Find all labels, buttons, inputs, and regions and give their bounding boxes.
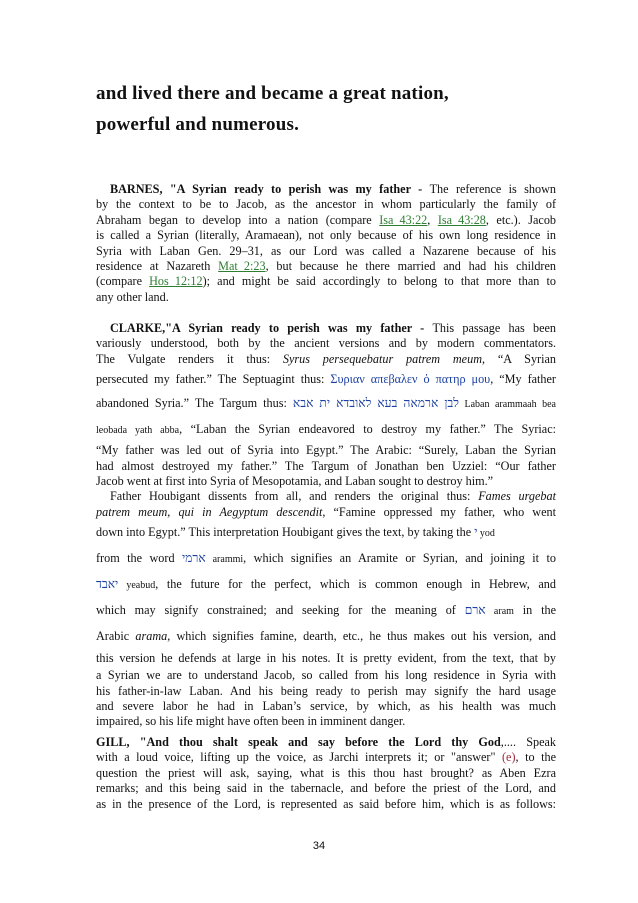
text-line: his father-in-law Laban. And his being ready to perish may signify the hard usage	[96, 683, 556, 698]
text-line: Jacob went at first into Syria of Mesopotamia, and Laban sought to destroy him.”	[96, 474, 494, 489]
heading-line: and lived there and became a great nation,	[96, 83, 449, 104]
text-line: BARNES, "A Syrian ready to perish was my father - The reference is shown	[110, 182, 557, 196]
text-line: variously understood, both by the ancient versions and by modern commentators.	[96, 336, 556, 351]
clarke-commentary	[96, 321, 556, 730]
text-line: remarks; and this being said in the tabernacle, and before the priest of the Lord, and	[96, 781, 556, 796]
text-line: and severe labor he had in Laban’s service, by which, as his health was much	[96, 699, 556, 714]
text-line: question the priest will ask, saying, what is this thou hast brought? as Aben Ezra	[96, 765, 556, 780]
text-line: impaired, so his life might have often been in imminent danger.	[96, 714, 406, 729]
text-line: leobada yath abba, “Laban the Syrian endeavored to destroy my father.” The Syriac:	[96, 422, 557, 437]
scripture-link[interactable]: Isa_43:28	[437, 212, 486, 227]
hebrew-text: לבן ארמאה בעא לאובדא ית אבא	[292, 396, 460, 411]
text-line: Father Houbigant dissents from all, and renders the original thus: Fames urgebat	[110, 489, 557, 504]
text-line: down into Egypt.” This interpretation Houbigant gives the text, by taking the י yod	[96, 525, 495, 540]
text-line: any other land.	[96, 289, 169, 304]
text-line: Syria with Laban Gen. 29–31, as our Lord was called a Nazarene because of his	[96, 243, 556, 258]
text-line: as in the presence of the Lord, is represented as said before him, which is as follows:	[96, 796, 556, 811]
hebrew-text: ארם	[464, 603, 486, 618]
text-line: “My father was led out of Syria into Egypt.” The Arabic: “Surely, Laban the Syrian	[96, 443, 556, 458]
hebrew-text: י	[474, 525, 478, 540]
heading-line: powerful and numerous.	[96, 114, 300, 135]
hebrew-text: ארמי	[181, 551, 206, 566]
greek-text: Συριαν απεβαλεν ὁ πατηρ μου	[330, 372, 491, 387]
barnes-lead: BARNES, "A Syrian ready to perish was my father -	[110, 182, 430, 196]
text-line: (compare Hos_12:12); and might be said accordingly to belong to that more than to	[96, 274, 556, 289]
text-line: persecuted my father.” The Septuagint thus: Συριαν απεβαλεν ὁ πατηρ μου, “My father	[96, 372, 556, 387]
text-line: had almost destroyed my father.” The Targum of Jonathan ben Uzziel: “Our father	[96, 458, 556, 473]
text-line: a Syrian we are to understand Jacob, so called from his long residence in Syria with	[96, 668, 556, 683]
scripture-link[interactable]: Isa_43:22	[379, 212, 428, 227]
scripture-link[interactable]: Hos_12:12	[149, 274, 203, 289]
text-line: יאבד yeabud, the future for the perfect, which is common enough in Hebrew, and	[96, 577, 556, 592]
text-line: with a loud voice, lifting up the voice, as Jarchi interprets it; or "answer" (e), to the	[96, 750, 556, 765]
text-line: Arabic arama, which signifies famine, dearth, etc., he thus makes out his version, and	[96, 629, 556, 644]
text-line: abandoned Syria.” The Targum thus: לבן ארמאה בעא לאובדא ית אבא Laban arammaah bea	[96, 396, 556, 411]
text-line: from the word ארמי arammi, which signifies an Aramite or Syrian, and joining it to	[96, 551, 556, 566]
gill-lead: GILL, "And thou shalt speak and say before the Lord thy God	[96, 735, 501, 749]
text-line: by the context to be to Jacob, as the ancestor in whom particularly the family of	[96, 197, 556, 212]
clarke-lead: CLARKE,"A Syrian ready to perish was my father -	[110, 321, 433, 335]
scripture-link[interactable]: Mat_2:23	[218, 259, 266, 274]
text-line: CLARKE,"A Syrian ready to perish was my father - This passage has been	[110, 321, 557, 335]
barnes-commentary	[96, 182, 556, 305]
hebrew-text: יאבד	[96, 577, 119, 592]
text-line: residence at Nazareth Mat_2:23, but because he there married and had his children	[96, 259, 556, 274]
footnote-marker[interactable]: (e)	[501, 750, 516, 765]
text-line: which may signify constrained; and seeking for the meaning of ארם aram in the	[96, 603, 556, 618]
text-line: patrem meum, qui in Aegyptum descendit, “Famine oppressed my father, who went	[96, 504, 556, 519]
page-number: 34	[312, 840, 326, 852]
text-line: Abraham began to develop into a nation (compare Isa_43:22, Isa_43:28, etc.). Jacob	[96, 212, 557, 227]
text-line: The Vulgate renders it thus: Syrus persequebatur patrem meum, “A Syrian	[96, 351, 557, 366]
gill-commentary	[96, 735, 556, 812]
text-line: this version he defends at large in his notes. It is pretty evident, from the text, that by	[96, 651, 556, 666]
section-heading	[96, 78, 556, 140]
text-line: GILL, "And thou shalt speak and say before the Lord thy God,.... Speak	[96, 735, 556, 749]
text-line: is called a Syrian (literally, Aramaean), not only because of his own long residence in	[96, 228, 556, 243]
